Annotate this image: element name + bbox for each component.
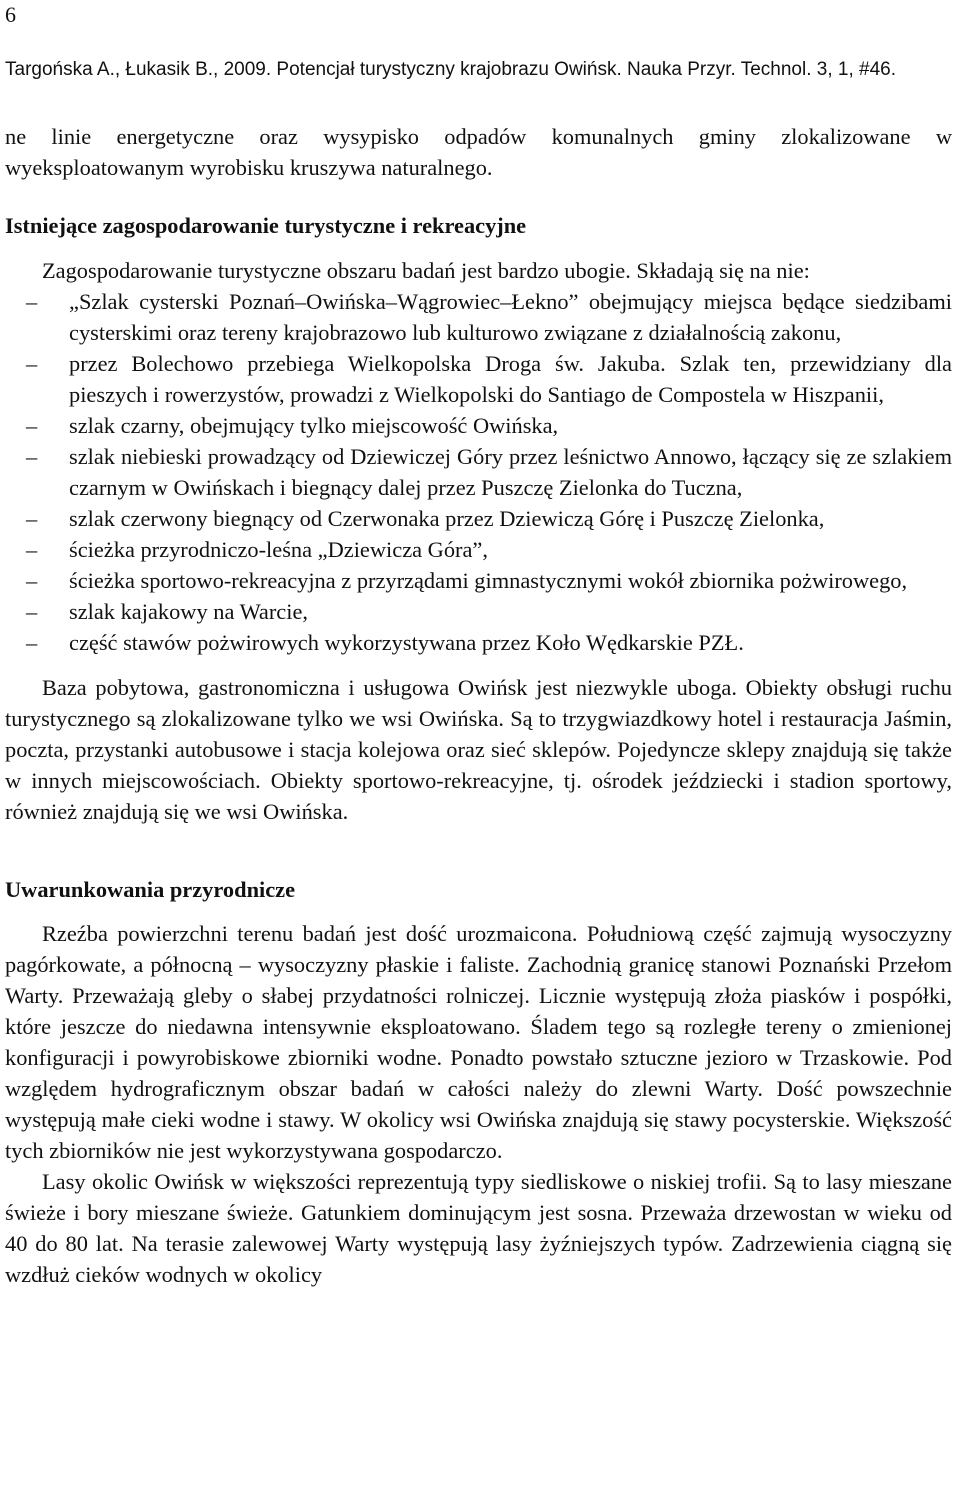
section-intro: Zagospodarowanie turystyczne obszaru badań jest bardzo ubogie. Składają się na nie: (42, 258, 810, 283)
dash-marker: – (26, 599, 38, 624)
list-item (5, 286, 952, 348)
dash-marker: – (26, 506, 38, 531)
list-item (5, 565, 952, 596)
section-heading-nature: Uwarunkowania przyrodnicze (5, 877, 296, 902)
dash-marker: – (26, 444, 38, 469)
section-heading-tourism: Istniejące zagospodarowanie turystyczne i rekreacyjne (5, 213, 527, 238)
list-item-text: szlak czerwony biegnący od Czerwonaka przez Dziewiczą Górę i Puszczę Zielonka, (69, 506, 825, 531)
dash-marker: – (26, 289, 38, 314)
dash-marker: – (26, 413, 38, 438)
list-item (5, 441, 952, 503)
list-item (5, 596, 952, 627)
list-item (5, 410, 952, 441)
page-body (5, 121, 952, 1290)
continuation-paragraph: ne linie energetyczne oraz wysypisko odpadów komunalnych gminy zlokalizowane w wyeksploatowanym wyrobisku kruszywa naturalnego. (5, 124, 952, 180)
dash-marker: – (26, 568, 38, 593)
dash-marker: – (26, 630, 38, 655)
list-item-text: „Szlak cysterski Poznań–Owińska–Wągrowiec–Łekno” obejmujący miejsca będące siedzibami cysterskimi oraz tereny krajobrazowo lub kulturowo związane z działalnością zakonu, (69, 289, 952, 345)
header-citation: Targońska A., Łukasik B., 2009. Potencjał turystyczny krajobrazu Owińsk. Nauka Przyr. Technol. 3, 1, #46. (5, 59, 896, 80)
list-item-text: ścieżka sportowo-rekreacyjna z przyrządami gimnastycznymi wokół zbiornika pożwirowego, (69, 568, 908, 593)
list-item (5, 348, 952, 410)
page-number: 6 (5, 2, 16, 27)
section-closing-paragraph: Baza pobytowa, gastronomiczna i usługowa Owińsk jest niezwykle uboga. Obiekty obsługi ruchu turystycznego są zlokalizowane tylko we wsi Owińska. Są to trzygwiazdkowy hotel i restauracja Jaśmin, poczta, przystanki autobusowe i stacja kolejowa oraz sieć sklepów. Pojedyncze sklepy znajdują się także w innych miejscowościach. Obiekty sportowo-rekreacyjne, tj. ośrodek jeździecki i stadion sportowy, również znajdują się we wsi Owińska. (5, 675, 952, 824)
list-item (5, 503, 952, 534)
nature-paragraph-2: Lasy okolic Owińsk w większości reprezentują typy siedliskowe o niskiej trofii. Są to lasy mieszane świeże i bory mieszane świeże. Gatunkiem dominującym jest sosna. Przeważa drzewostan w wieku od 40 do 80 lat. Na terasie zalewowej Warty występują lasy żyźniejszych typów. Zadrzewienia ciągną się wzdłuż cieków wodnych w okolicy (5, 1169, 952, 1287)
nature-paragraph-1: Rzeźba powierzchni terenu badań jest dość urozmaicona. Południową część zajmują wysoczyzny pagórkowate, a północną – wysoczyzny płaskie i faliste. Zachodnią granicę stanowi Poznański Przełom Warty. Przeważają gleby o słabej przydatności rolniczej. Licznie występują złoża piasków i pospółki, które jeszcze do niedawna intensywnie eksploatowano. Śladem tego są rozległe tereny o zmienionej konfiguracji i powyrobiskowe zbiorniki wodne. Ponadto powstało sztuczne jezioro w Trzaskowie. Pod względem hydrograficznym obszar badań w całości należy do zlewni Warty. Dość powszechnie występują małe cieki wodne i stawy. W okolicy wsi Owińska znajdują się stawy pocysterskie. Większość tych zbiorników nie jest wykorzystywana gospodarczo. (5, 921, 952, 1163)
list-item (5, 627, 952, 658)
list-item-text: szlak kajakowy na Warcie, (69, 599, 309, 624)
dash-marker: – (26, 537, 38, 562)
list-item-text: szlak czarny, obejmujący tylko miejscowość Owińska, (69, 413, 559, 438)
list-item-text: ścieżka przyrodniczo-leśna „Dziewicza Góra”, (69, 537, 488, 562)
list-item (5, 534, 952, 565)
list-item-text: część stawów pożwirowych wykorzystywana przez Koło Wędkarskie PZŁ. (69, 630, 744, 655)
list-item-text: przez Bolechowo przebiega Wielkopolska Droga św. Jakuba. Szlak ten, przewidziany dla pieszych i rowerzystów, prowadzi z Wielkopolski do Santiago de Compostela w Hiszpanii, (69, 351, 952, 407)
dash-marker: – (26, 351, 38, 376)
trail-list (5, 286, 952, 658)
list-item-text: szlak niebieski prowadzący od Dziewiczej Góry przez leśnictwo Annowo, łączący się ze szlakiem czarnym w Owińskach i biegnący dalej przez Puszczę Zielonka do Tuczna, (69, 444, 952, 500)
